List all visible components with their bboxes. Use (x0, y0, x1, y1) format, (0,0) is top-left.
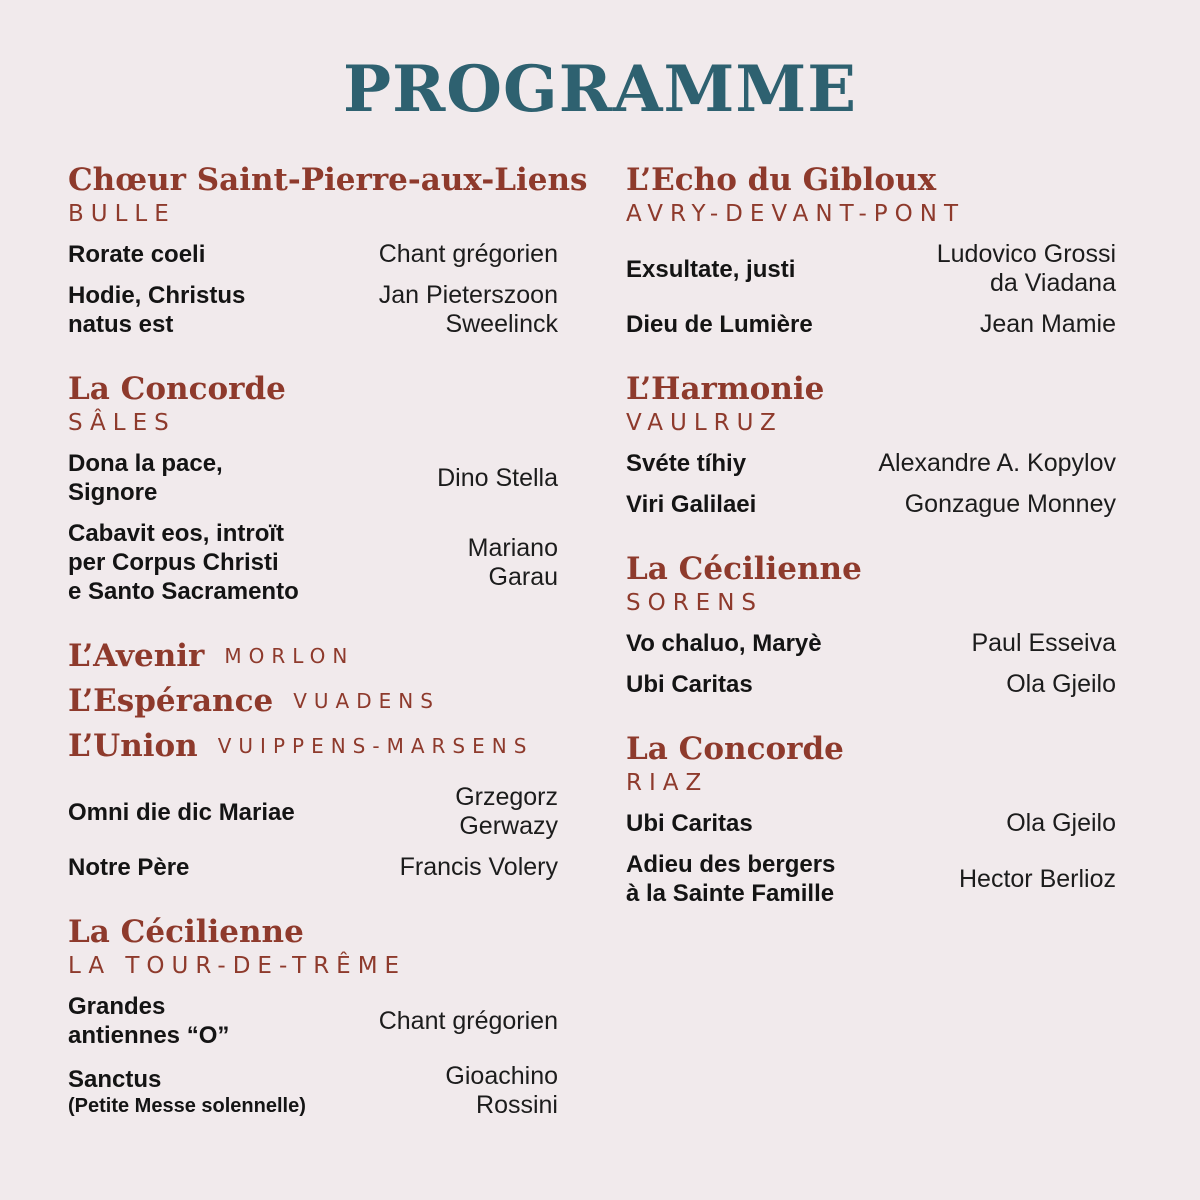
work-title: Rorate coeli (68, 241, 206, 268)
work-title: Dieu de Lumière (626, 311, 813, 338)
piece-list (68, 992, 558, 1120)
work-title (68, 1065, 306, 1118)
ensemble-place: SÂLES (68, 410, 176, 436)
piece-row (626, 449, 1116, 478)
piece-list (68, 783, 558, 882)
piece-row (68, 240, 558, 269)
piece-list (626, 240, 1116, 339)
ensemble-place: VAULRUZ (626, 410, 783, 436)
composer-name: Jean Mamie (979, 310, 1116, 338)
composer-name: Ludovico Grossi da Viadana (936, 240, 1116, 297)
work-title-main: Sanctus (68, 1065, 162, 1093)
piece-list (626, 449, 1116, 519)
composer-name: Gonzague Monney (904, 490, 1116, 518)
ensemble-name: La Cécilienne (626, 551, 862, 587)
work-title: Vo chaluo, Maryè (626, 630, 822, 657)
ensemble-section (626, 369, 1116, 519)
work-title: Viri Galilaei (626, 491, 757, 518)
piece-row (626, 310, 1116, 339)
piece-row (68, 783, 558, 841)
composer-name: Dino Stella (437, 463, 558, 492)
piece-list (626, 629, 1116, 699)
piece-list (68, 240, 558, 339)
composer-name: Chant grégorien (378, 1006, 558, 1035)
ensemble-place: RIAZ (626, 770, 709, 796)
piece-list (626, 809, 1116, 908)
composer-name: Mariano Garau (467, 533, 558, 591)
work-subtitle: (Petite Messe solennelle) (68, 1094, 306, 1117)
ensemble-section (68, 369, 558, 606)
work-title: Dona la pace, Signore (68, 450, 223, 506)
work-title: Omni die dic Mariae (68, 798, 295, 826)
piece-row (626, 850, 1116, 908)
ensemble-name: Chœur Saint-Pierre-aux-Liens (68, 162, 588, 198)
composer-name: Hector Berlioz (959, 864, 1116, 893)
piece-row (68, 281, 558, 339)
work-title: Ubi Caritas (626, 810, 753, 837)
piece-row (68, 1062, 558, 1120)
ensemble-line (68, 726, 558, 771)
ensemble-line (68, 681, 558, 726)
page-title: PROGRAMME (342, 52, 858, 127)
ensemble-section (68, 160, 588, 339)
ensemble-place: AVRY-DEVANT-PONT (626, 201, 966, 227)
piece-row (68, 992, 558, 1050)
ensemble-section (626, 549, 1116, 699)
composer-name: Ola Gjeilo (1006, 670, 1116, 698)
ensemble-name: L’Union (68, 728, 198, 764)
ensemble-name: L’Espérance (68, 683, 274, 719)
ensemble-section (68, 912, 558, 1120)
work-title: Exsultate, justi (626, 255, 796, 283)
piece-row (626, 670, 1116, 699)
composer-name: Grzegorz Gerwazy (455, 783, 558, 840)
ensemble-name: La Concorde (68, 371, 286, 407)
work-title: Notre Père (68, 854, 190, 881)
piece-row (626, 809, 1116, 838)
ensemble-line (68, 636, 558, 681)
composer-name: Paul Esseiva (971, 629, 1116, 657)
piece-list (68, 449, 558, 606)
composer-name: Jan Pieterszoon Sweelinck (378, 281, 558, 338)
piece-row (68, 519, 558, 606)
work-title: Ubi Caritas (626, 671, 753, 698)
composer-name: Chant grégorien (378, 240, 558, 268)
piece-row (626, 629, 1116, 658)
piece-row (626, 240, 1116, 298)
work-title: Svéte tíhiy (626, 450, 747, 477)
ensemble-place: LA TOUR-DE-TRÊME (68, 953, 407, 979)
piece-row (626, 490, 1116, 519)
ensemble-place: SORENS (626, 590, 764, 616)
ensemble-name: L’Avenir (68, 638, 205, 674)
composer-name: Gioachino Rossini (445, 1062, 558, 1119)
work-title: Cabavit eos, introït per Corpus Christi e Santo Sacramento (68, 520, 299, 605)
ensemble-section (626, 160, 1116, 339)
composer-name: Ola Gjeilo (1006, 809, 1116, 837)
work-title: Adieu des bergers à la Sainte Famille (626, 851, 836, 907)
ensemble-place: MORLON (224, 644, 355, 668)
composer-name: Francis Volery (399, 853, 558, 881)
piece-row (68, 449, 558, 507)
right-column (626, 160, 1116, 938)
ensemble-section (626, 729, 1116, 908)
ensemble-place: VUADENS (293, 689, 440, 713)
ensemble-name: L’Echo du Gibloux (626, 162, 937, 198)
work-title: Hodie, Christus natus est (68, 282, 246, 338)
ensemble-section-joint (68, 636, 558, 882)
work-title: Grandes antiennes “O” (68, 993, 230, 1049)
piece-row (68, 853, 558, 882)
ensemble-name: La Concorde (626, 731, 844, 767)
ensemble-name: L’Harmonie (626, 371, 825, 407)
ensemble-place: VUIPPENS-MARSENS (217, 734, 534, 758)
ensemble-place: BULLE (68, 201, 176, 227)
composer-name: Alexandre A. Kopylov (878, 449, 1116, 477)
ensemble-name: La Cécilienne (68, 914, 304, 950)
left-column (68, 160, 588, 1150)
